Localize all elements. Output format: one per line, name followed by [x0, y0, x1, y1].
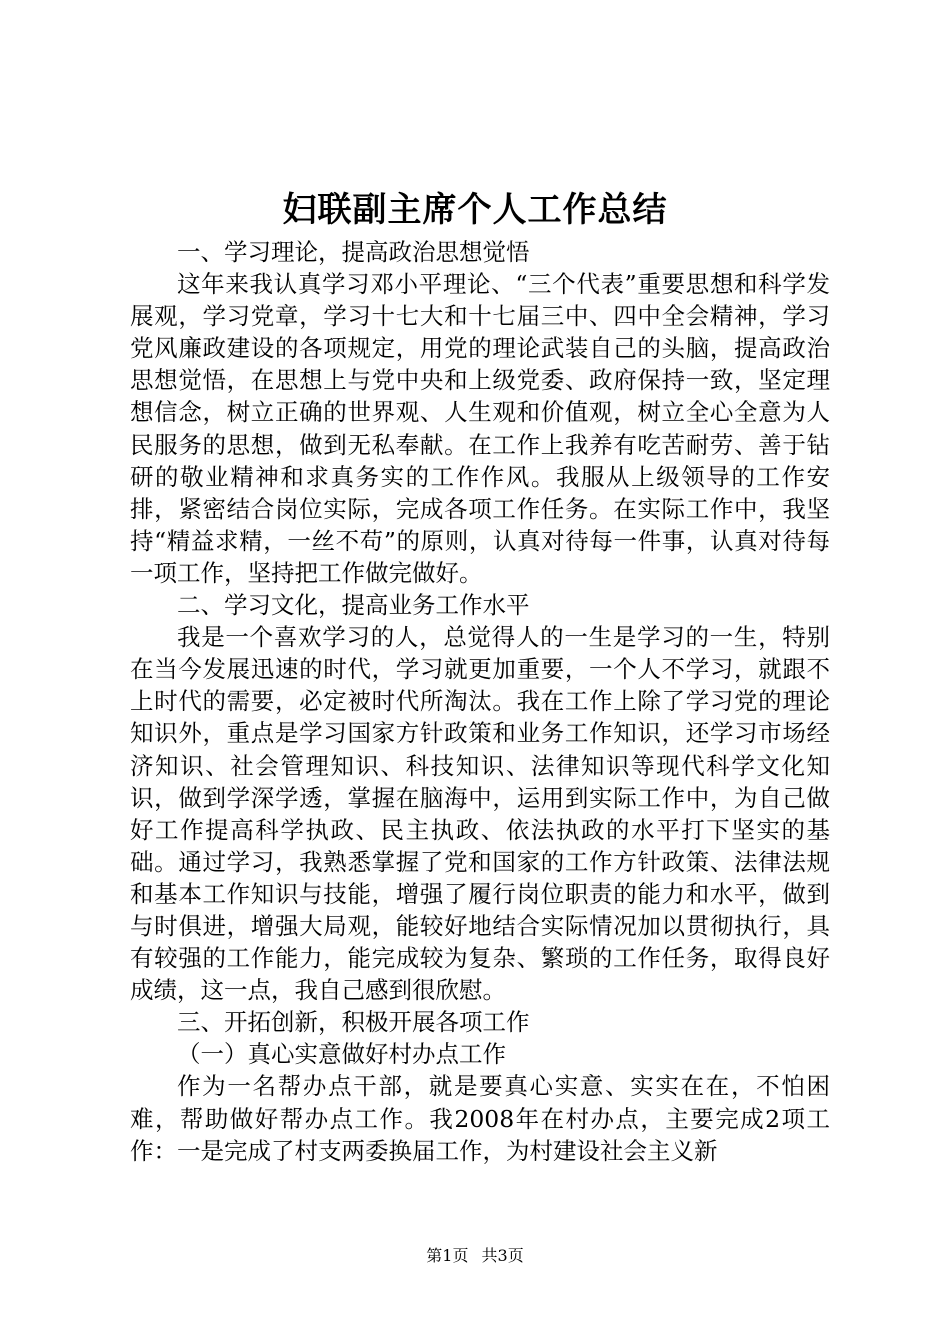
paragraph: 我是一个喜欢学习的人，总觉得人的一生是学习的一生，特别在当今发展迅速的时代，学习就更加重要，一个人不学习，就跟不上时代的需要，必定被时代所淘汰。我在工作上除了学习党的理论知识外，重点是学习国家方针政策和业务工作知识，还学习市场经济知识、社会管理知识、科技知识、法律知识等现代科学文化知识，做到学深学透，掌握在脑海中，运用到实际工作中，为自己做好工作提高科学执政、民主执政、依法执政的水平打下坚实的基础。通过学习，我熟悉掌握了党和国家的工作方针政策、法律法规和基本工作知识与技能，增强了履行岗位职责的能力和水平，做到与时俱进，增强大局观，能较好地结合实际情况加以贯彻执行，具有较强的工作能力，能完成较为复杂、繁琐的工作任务，取得良好成绩，这一点，我自己感到很欣慰。	[130, 623, 830, 1005]
section-heading-2: 二、学习文化，提高业务工作水平	[177, 591, 530, 620]
page-number: 第1页	[426, 1246, 469, 1265]
paragraph: 作为一名帮办点干部，就是要真心实意、实实在在，不怕困难，帮助做好帮办点工作。我2008年在村办点，主要完成2项工作：一是完成了村支两委换届工作，为村建设社会主义新	[130, 1072, 830, 1165]
page-total: 共3页	[481, 1246, 524, 1265]
document-body	[130, 236, 830, 1167]
document-title: 妇联副主席个人工作总结	[282, 190, 668, 230]
page-footer	[0, 1245, 950, 1267]
paragraph: 这年来我认真学习邓小平理论、“三个代表”重要思想和科学发展观，学习党章，学习十七大和十七届三中、四中全会精神，学习党风廉政建设的各项规定，用党的理论武装自己的头脑，提高政治思想觉悟，在思想上与党中央和上级党委、政府保持一致，坚定理想信念，树立正确的世界观、人生观和价值观，树立全心全意为人民服务的思想，做到无私奉献。在工作上我养有吃苦耐劳、善于钻研的敬业精神和求真务实的工作作风。我服从上级领导的工作安排，紧密结合岗位实际，完成各项工作任务。在实际工作中，我坚持“精益求精，一丝不苟”的原则，认真对待每一件事，认真对待每一项工作，坚持把工作做完做好。	[130, 270, 830, 587]
section-heading-3: 三、开拓创新，积极开展各项工作	[177, 1008, 530, 1037]
subsection-heading-1: （一）真心实意做好村办点工作	[177, 1040, 506, 1069]
section-heading-1: 一、学习理论，提高政治思想觉悟	[177, 238, 530, 266]
